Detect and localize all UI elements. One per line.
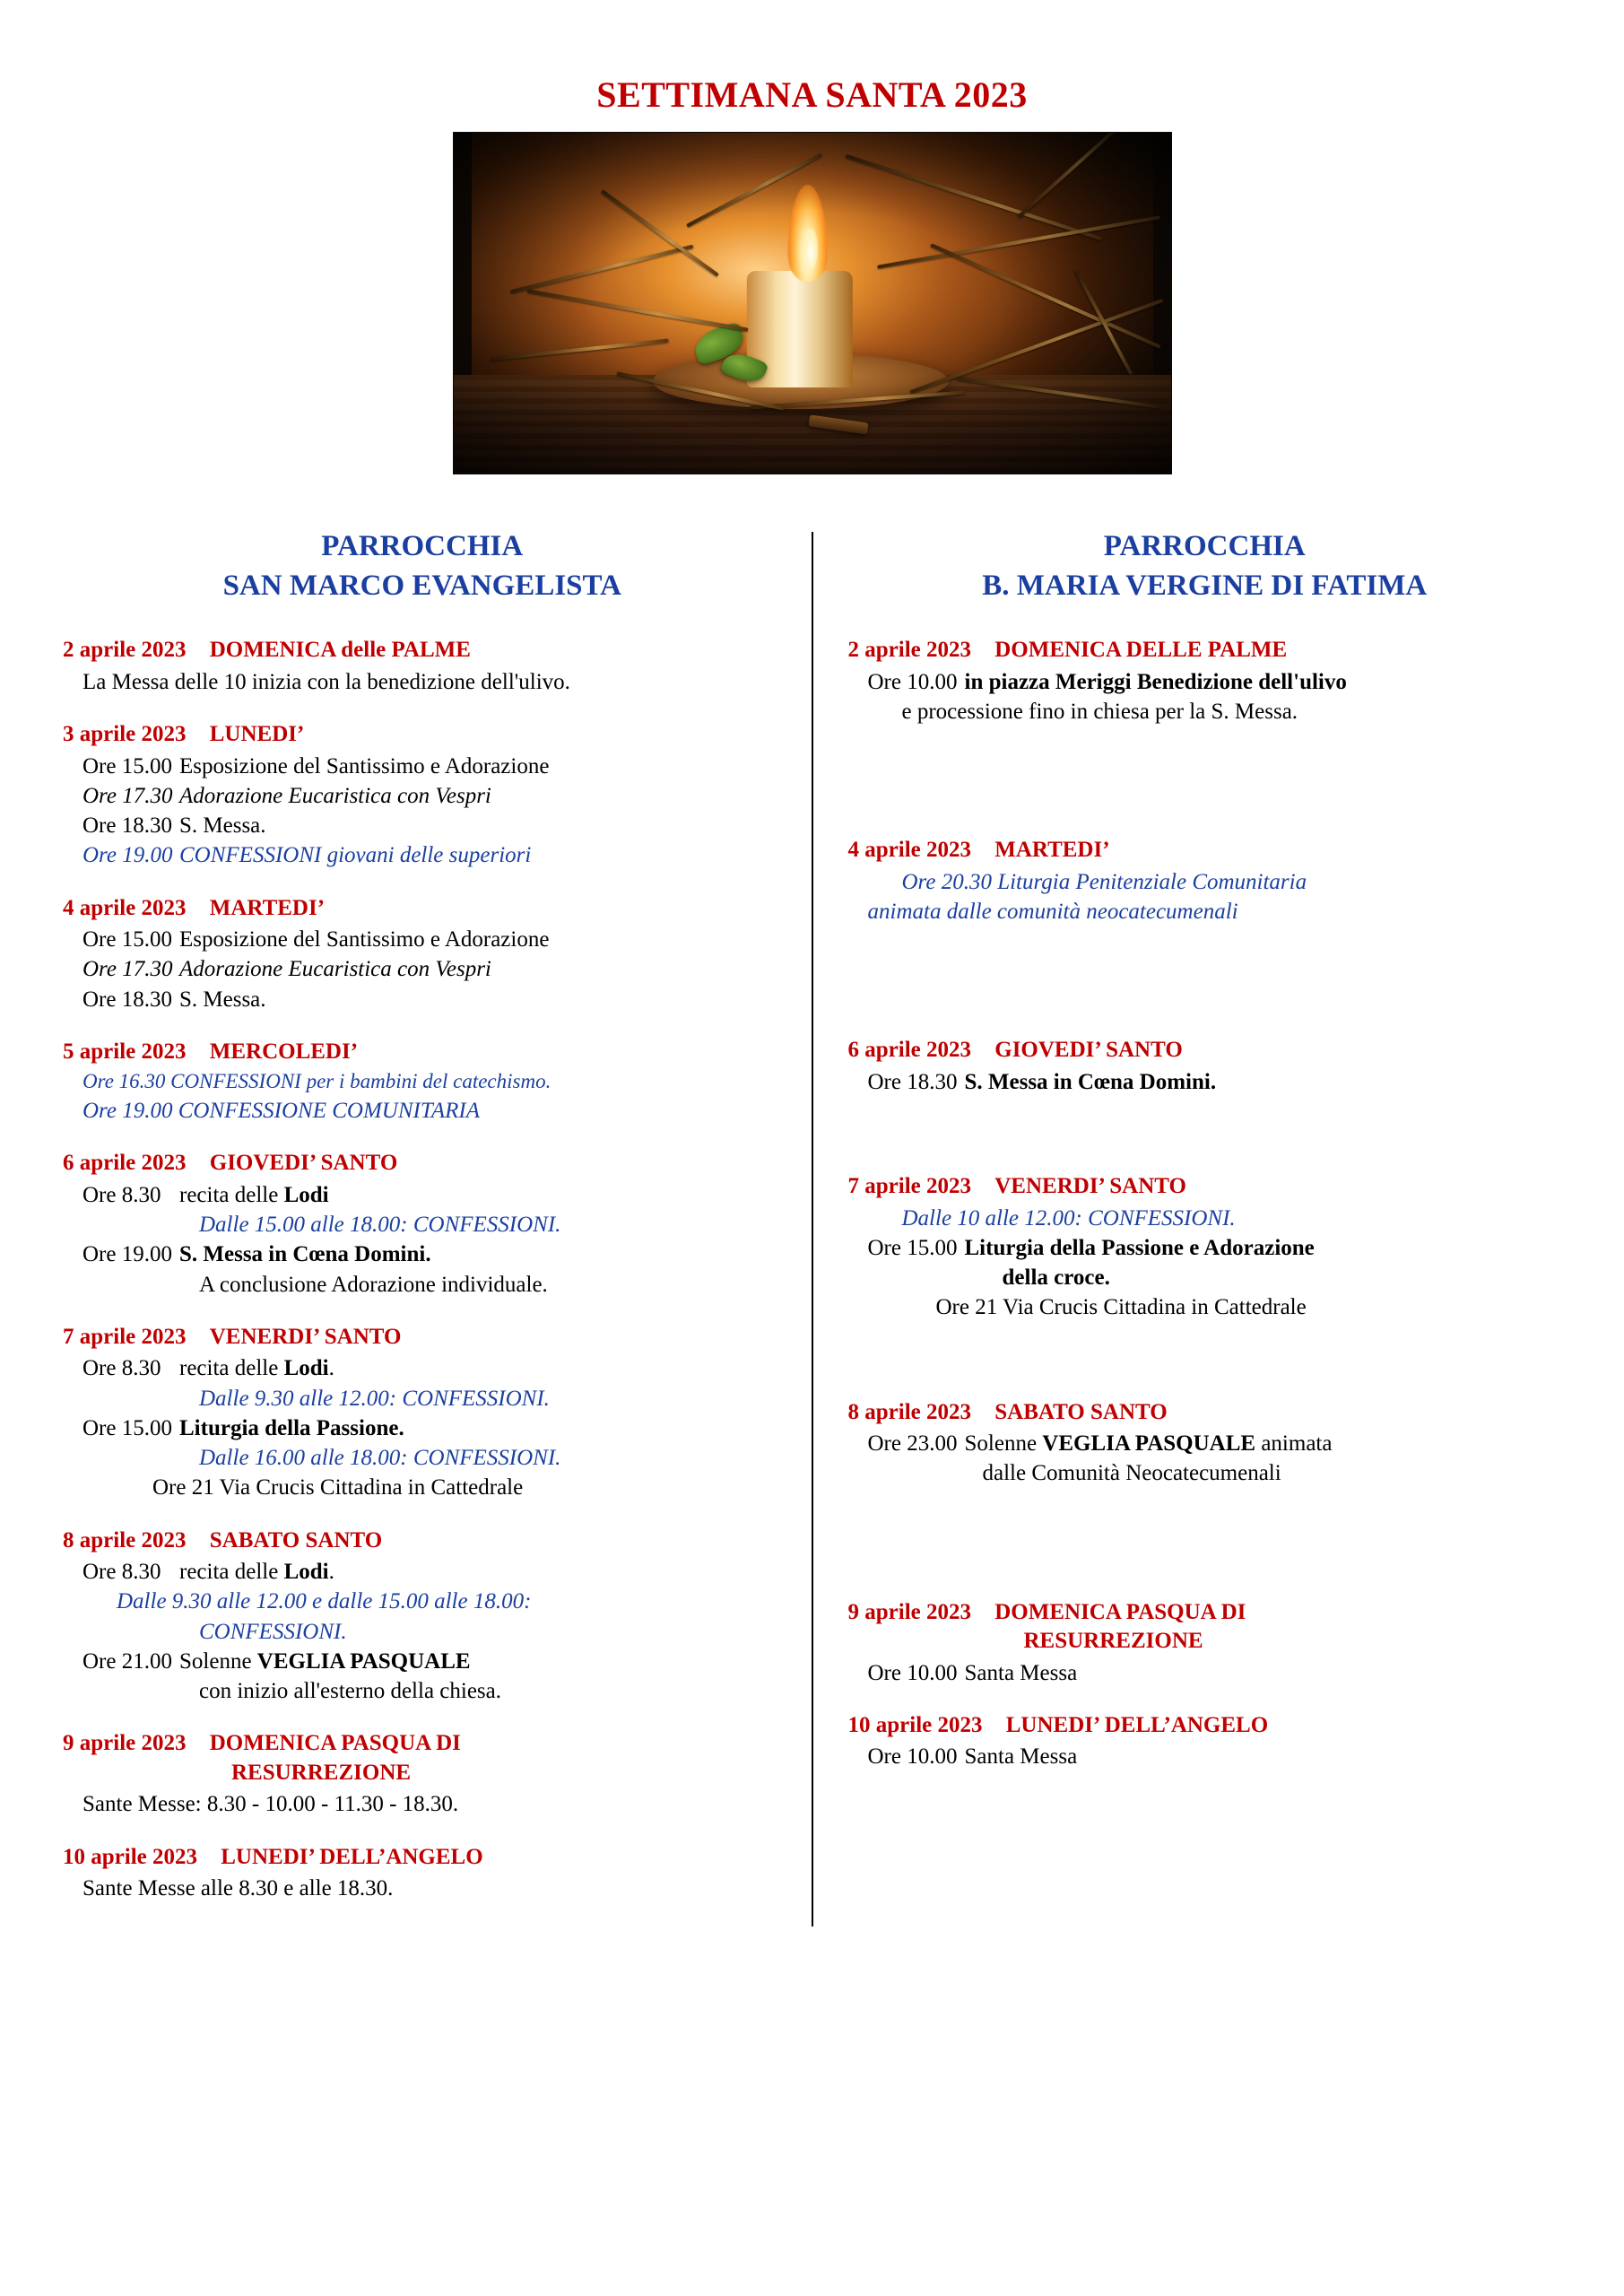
entry-line: Dalle 16.00 alle 18.00: CONFESSIONI. [199, 1446, 561, 1471]
entry-weekday: LUNEDI’ [209, 722, 305, 747]
entry-line: Ore 16.30 CONFESSIONI per i bambini del catechismo. [83, 1070, 551, 1093]
parish-column-san-marco [63, 526, 812, 1926]
entry-line: Dalle 10 alle 12.00: CONFESSIONI. [901, 1205, 1236, 1231]
entry-line: A conclusione Adorazione individuale. [199, 1272, 548, 1297]
schedule-entry [63, 1729, 782, 1819]
entry-time: Ore 15.00 [83, 753, 172, 778]
entry-time: Ore 18.30 [867, 1069, 958, 1094]
entry-weekday: DOMENICA delle PALME [209, 638, 471, 663]
entry-heading [63, 636, 782, 665]
entry-line: dalle Comunità Neocatecumenali [982, 1461, 1281, 1486]
entry-time: Ore 21.00 [83, 1648, 172, 1674]
entry-line [63, 1239, 782, 1269]
entry-text: recita delle Lodi [179, 1182, 329, 1207]
entry-weekday: MERCOLEDI’ [209, 1039, 359, 1064]
column-spacer [848, 1346, 1562, 1398]
entry-weekday-second-line: RESURREZIONE [231, 1760, 412, 1785]
entry-weekday: VENERDI’ SANTO [209, 1324, 402, 1349]
entry-weekday: LUNEDI’ DELL’ANGELO [1005, 1712, 1269, 1737]
entry-line [848, 1742, 1562, 1771]
entry-weekday: VENERDI’ SANTO [994, 1174, 1186, 1199]
column-spacer [848, 1120, 1562, 1172]
entry-date: 5 aprile 2023 [63, 1039, 187, 1064]
entry-line: e processione fino in chiesa per la S. Messa. [901, 700, 1298, 725]
entry-weekday: LUNEDI’ DELL’ANGELO [221, 1844, 483, 1869]
entry-line [63, 811, 782, 840]
entry-date: 8 aprile 2023 [847, 1399, 971, 1424]
entry-time: Ore 10.00 [867, 1660, 958, 1685]
entry-text: S. Messa in Cœna Domini. [179, 1242, 431, 1267]
entry-line [848, 1429, 1562, 1458]
column-spacer [848, 750, 1562, 836]
schedule-entry [63, 720, 782, 871]
entry-heading [63, 1149, 782, 1178]
entry-text: S. Messa. [179, 813, 266, 839]
entry-heading [63, 1729, 782, 1787]
entry-line: CONFESSIONI. [199, 1619, 347, 1644]
entry-line: Dalle 9.30 alle 12.00 e dalle 15.00 alle 18.00: [117, 1589, 532, 1614]
entry-weekday: GIOVEDI’ SANTO [209, 1151, 398, 1176]
entry-text: Liturgia della Passione. [179, 1415, 404, 1440]
entry-date: 8 aprile 2023 [63, 1527, 187, 1552]
entry-line: Dalle 9.30 alle 12.00: CONFESSIONI. [199, 1386, 550, 1411]
entry-line: Ore 21 Via Crucis Cittadina in Cattedrale [935, 1295, 1307, 1320]
entry-line: della croce. [1002, 1265, 1110, 1291]
schedule-columns [63, 526, 1561, 1926]
entry-heading [63, 1526, 782, 1556]
entry-date: 6 aprile 2023 [63, 1151, 187, 1176]
entry-time: Ore 8.30 [83, 1356, 161, 1381]
schedule-entry [63, 1149, 782, 1300]
entry-date: 10 aprile 2023 [63, 1844, 197, 1869]
parish-title-left-line2: SAN MARCO EVANGELISTA [222, 570, 621, 603]
entry-time: Ore 10.00 [867, 1744, 958, 1770]
schedule-entry [848, 636, 1562, 726]
schedule-entry [848, 1398, 1562, 1489]
entry-line: Ore 20.30 Liturgia Penitenziale Comunitaria [901, 869, 1307, 894]
entry-line: Ore 19.00 CONFESSIONE COMUNITARIA [83, 1099, 481, 1124]
column-divider [812, 532, 813, 1926]
entry-time: Ore 18.30 [83, 813, 172, 839]
entry-text: Santa Messa [964, 1660, 1078, 1685]
schedule-entry [63, 1526, 782, 1707]
entry-time: Ore 15.00 [867, 1235, 958, 1260]
entry-weekday: MARTEDI’ [994, 838, 1110, 863]
entry-weekday: GIOVEDI’ SANTO [994, 1038, 1183, 1063]
entry-heading [848, 1598, 1562, 1657]
entry-text: in piazza Meriggi Benedizione dell'ulivo [964, 669, 1347, 694]
entry-line [63, 840, 782, 870]
entry-line [63, 925, 782, 954]
entry-heading [848, 1398, 1562, 1428]
entry-weekday: DOMENICA PASQUA DI [994, 1599, 1246, 1624]
entry-time: Ore 17.30 [83, 957, 173, 982]
entry-line [63, 1413, 782, 1443]
entry-line: La Messa delle 10 inizia con la benedizione dell'ulivo. [83, 669, 570, 694]
entry-weekday: SABATO SANTO [209, 1527, 383, 1552]
entry-line: Dalle 15.00 alle 18.00: CONFESSIONI. [199, 1213, 561, 1238]
entry-line [848, 1233, 1562, 1263]
entry-text: recita delle Lodi. [179, 1356, 334, 1381]
entry-heading [63, 1038, 782, 1067]
entry-weekday: SABATO SANTO [994, 1399, 1168, 1424]
page-title: SETTIMANA SANTA 2023 [596, 74, 1028, 115]
schedule-entry [848, 1598, 1562, 1688]
schedule-entry [63, 1843, 782, 1904]
entry-heading [63, 1843, 782, 1873]
entry-line [63, 954, 782, 984]
schedule-entry [848, 1036, 1562, 1097]
entry-line [63, 985, 782, 1014]
entry-line [63, 1557, 782, 1587]
entry-text: Adorazione Eucaristica con Vespri [179, 783, 491, 808]
entry-heading [848, 1711, 1562, 1741]
entry-line: Sante Messe alle 8.30 e alle 18.30. [83, 1876, 394, 1901]
entry-line [63, 752, 782, 781]
entry-time: Ore 18.30 [83, 987, 172, 1012]
parish-title-right [848, 526, 1562, 605]
entry-line [63, 781, 782, 811]
entry-weekday: DOMENICA DELLE PALME [994, 638, 1288, 663]
entry-time: Ore 15.00 [83, 927, 172, 952]
parish-title-right-line2: B. MARIA VERGINE DI FATIMA [982, 570, 1428, 603]
entry-line [848, 667, 1562, 697]
entry-text: Solenne VEGLIA PASQUALE [179, 1648, 471, 1674]
entry-text: S. Messa in Cœna Domini. [964, 1069, 1217, 1094]
entry-line: con inizio all'esterno della chiesa. [199, 1679, 502, 1704]
entry-line [848, 1658, 1562, 1688]
entry-date: 2 aprile 2023 [63, 638, 187, 663]
entry-date: 7 aprile 2023 [847, 1174, 971, 1199]
schedule-entry [63, 894, 782, 1014]
entry-heading [63, 1323, 782, 1352]
entry-text: Esposizione del Santissimo e Adorazione [179, 927, 550, 952]
entry-line: Ore 21 Via Crucis Cittadina in Cattedrale [152, 1475, 524, 1500]
entry-text: CONFESSIONI giovani delle superiori [179, 843, 532, 868]
entry-date: 7 aprile 2023 [63, 1324, 187, 1349]
parish-title-right-line1: PARROCCHIA [1103, 530, 1306, 562]
column-spacer [848, 950, 1562, 1036]
entry-date: 2 aprile 2023 [847, 638, 971, 663]
schedule-entry [63, 1038, 782, 1126]
entry-heading [848, 1036, 1562, 1065]
entry-line [63, 1180, 782, 1210]
entry-date: 4 aprile 2023 [847, 838, 971, 863]
parish-title-left [63, 526, 782, 605]
entry-time: Ore 15.00 [83, 1415, 172, 1440]
entry-heading [848, 836, 1562, 865]
entry-line [63, 1353, 782, 1383]
entry-text: Adorazione Eucaristica con Vespri [179, 957, 491, 982]
entry-line: Sante Messe: 8.30 - 10.00 - 11.30 - 18.30. [83, 1792, 459, 1817]
entry-date: 3 aprile 2023 [63, 722, 187, 747]
entry-time: Ore 8.30 [83, 1182, 161, 1207]
schedule-entry [63, 636, 782, 697]
entry-date: 9 aprile 2023 [63, 1731, 187, 1756]
entry-time: Ore 23.00 [867, 1431, 958, 1457]
candle-thorns-image [453, 132, 1172, 474]
entry-time: Ore 10.00 [867, 669, 958, 694]
schedule-entry [848, 1711, 1562, 1772]
entry-line [63, 1647, 782, 1676]
entry-weekday: DOMENICA PASQUA DI [209, 1731, 461, 1756]
entry-text: Solenne VEGLIA PASQUALE animata [964, 1431, 1333, 1457]
entry-time: Ore 8.30 [83, 1560, 161, 1585]
entry-date: 6 aprile 2023 [847, 1038, 971, 1063]
schedule-entry [848, 836, 1562, 926]
entry-date: 9 aprile 2023 [847, 1599, 971, 1624]
schedule-entry [63, 1323, 782, 1503]
parish-column-fatima [812, 526, 1562, 1926]
entry-time: Ore 17.30 [83, 783, 173, 808]
hero-image-wrapper [63, 132, 1561, 474]
entry-heading [848, 1172, 1562, 1202]
entry-weekday-second-line: RESURREZIONE [1023, 1629, 1203, 1654]
image-flame-core [803, 228, 818, 269]
parish-title-left-line1: PARROCCHIA [321, 530, 524, 562]
entry-date: 10 aprile 2023 [847, 1712, 983, 1737]
schedule-entry [848, 1172, 1562, 1323]
entry-heading [63, 894, 782, 924]
entry-time: Ore 19.00 [83, 1242, 172, 1267]
column-spacer [848, 1512, 1562, 1598]
entry-text: S. Messa. [179, 987, 266, 1012]
entry-text: Liturgia della Passione e Adorazione [964, 1235, 1315, 1260]
entry-heading [63, 720, 782, 750]
entry-line: animata dalle comunità neocatecumenali [867, 900, 1238, 925]
entry-text: Esposizione del Santissimo e Adorazione [179, 753, 550, 778]
entry-time: Ore 19.00 [83, 843, 173, 868]
entry-heading [848, 636, 1562, 665]
entry-weekday: MARTEDI’ [209, 895, 326, 920]
entry-date: 4 aprile 2023 [63, 895, 187, 920]
entry-text: recita delle Lodi. [179, 1560, 334, 1585]
entry-line [848, 1067, 1562, 1097]
entry-text: Santa Messa [964, 1744, 1078, 1770]
